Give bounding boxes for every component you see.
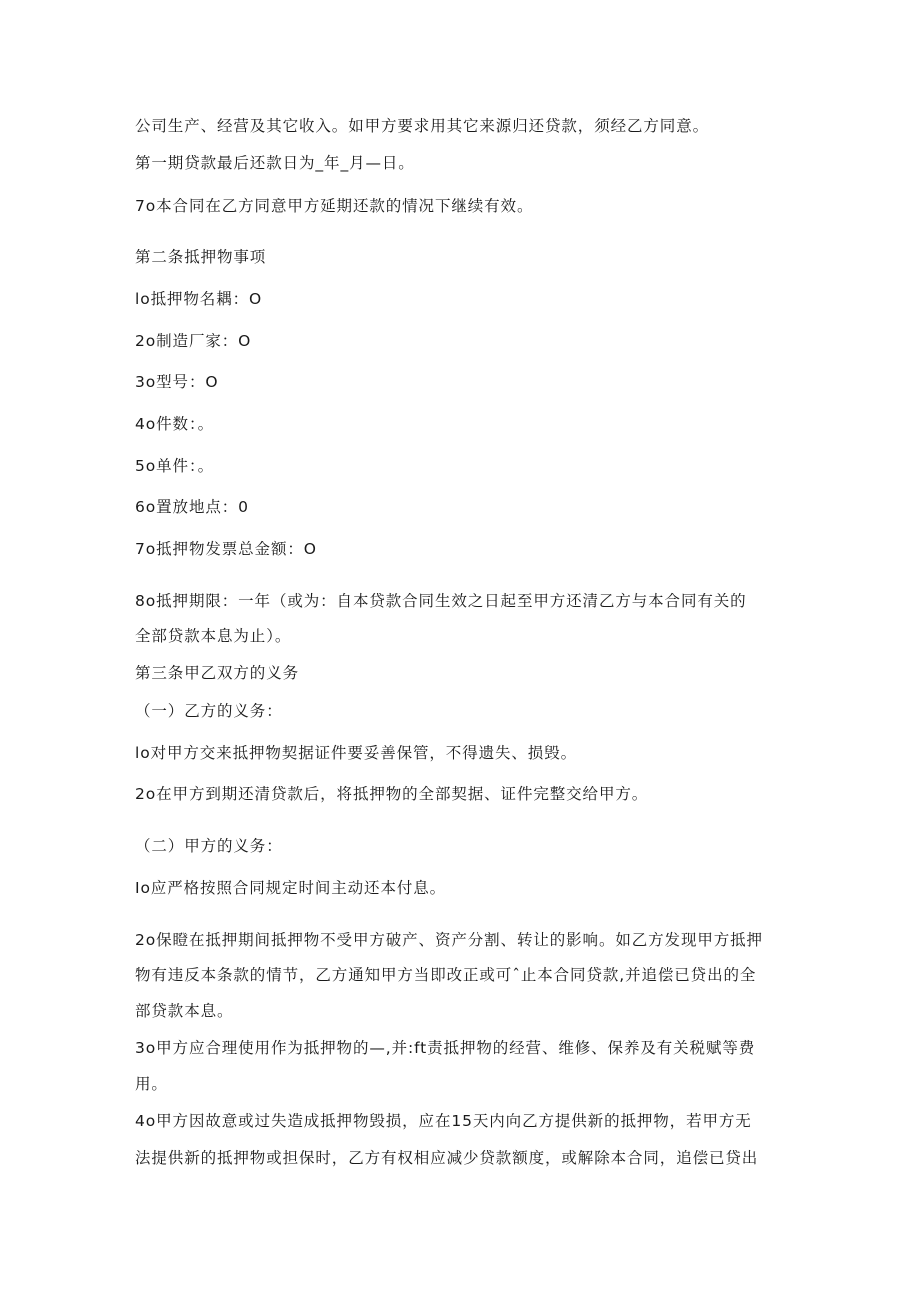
- text-line: （一）乙方的义务：: [135, 702, 283, 720]
- text-line: 用。: [135, 1075, 168, 1093]
- text-line: 法提供新的抵押物或担保时，乙方有权相应减少贷款额度，或解除本合同，追偿已贷出: [135, 1149, 759, 1167]
- text-line: 第一期贷款最后还款日为_年_月—日。: [135, 154, 415, 172]
- text-line: 3o型号：O: [135, 373, 219, 391]
- text-line: 7o抵押物发票总金额：O: [135, 540, 317, 558]
- text-line: 3o甲方应合理使用作为抵押物的—,并:ft责抵押物的经营、维修、保养及有关税赋等费: [135, 1039, 756, 1057]
- text-line: 部贷款本息。: [135, 1002, 234, 1020]
- section-heading: 第三条甲乙双方的义务: [135, 664, 300, 682]
- text-line: 2o在甲方到期还清贷款后，将抵押物的全部契据、证件完整交给甲方。: [135, 785, 649, 803]
- text-line: 4o甲方因故意或过失造成抵押物毁损，应在15天内向乙方提供新的抵押物，若甲方无: [135, 1112, 752, 1130]
- text-line: 公司生产、经营及其它收入。如甲方要求用其它来源归还贷款，须经乙方同意。: [135, 117, 710, 135]
- text-line: Io应严格按照合同规定时间主动还本付息。: [135, 879, 447, 897]
- text-line: （二）甲方的义务：: [135, 837, 283, 855]
- text-line: 2o保瞪在抵押期间抵押物不受甲方破产、资产分割、转让的影响。如乙方发现甲方抵押: [135, 931, 763, 949]
- text-line: 6o置放地点：0: [135, 498, 249, 516]
- text-line: 5o单件：。: [135, 457, 214, 475]
- section-heading: 第二条抵押物事项: [135, 248, 267, 266]
- text-line: 2o制造厂家：O: [135, 332, 252, 350]
- text-line: 7o本合同在乙方同意甲方延期还款的情况下继续有效。: [135, 197, 534, 215]
- text-line: 4o件数：。: [135, 415, 214, 433]
- text-line: 物有违反本条款的情节，乙方通知甲方当即改正或可ˆ止本合同贷款,并追偿已贷出的全: [135, 966, 757, 984]
- text-line: 全部贷款本息为止）。: [135, 627, 292, 645]
- text-line: lo对甲方交来抵押物契据证件要妥善保管，不得遗失、损毁。: [135, 744, 577, 762]
- text-line: lo抵押物名耦：O: [135, 290, 263, 308]
- text-line: 8o抵押期限：一年（或为：自本贷款合同生效之日起至甲方还清乙方与本合同有关的: [135, 592, 747, 610]
